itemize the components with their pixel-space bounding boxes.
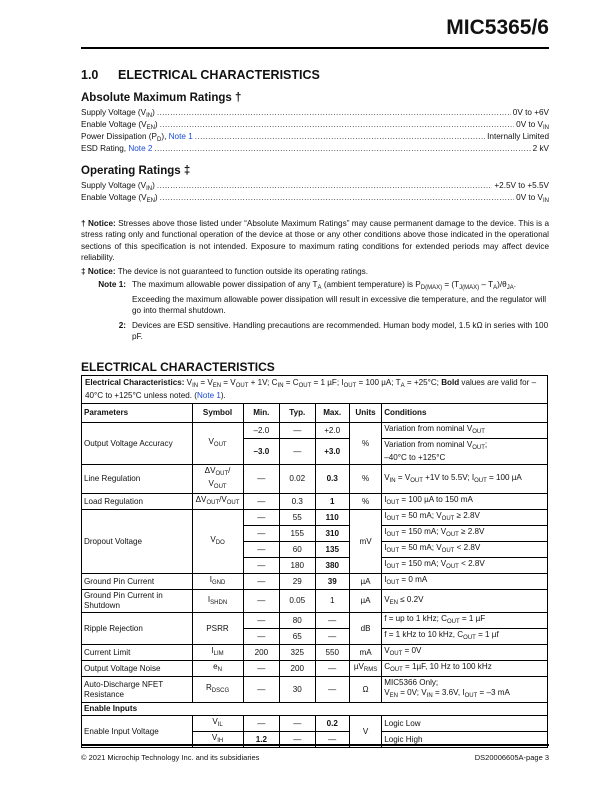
footer-page-number: DS20006605A-page 3 bbox=[474, 753, 549, 762]
table-row: Dropout Voltage $V_{DO}$ — 55 110 mV $I_{OUT} = 50$ mA; $V_{OUT} \ge 2.8V$ bbox=[82, 510, 548, 526]
footer-copyright: © 2021 Microchip Technology Inc. and its subsidiaries bbox=[81, 753, 260, 762]
abs-max-row: Enable Voltage $(V_{EN})$ ..... 0V to $V_{IN}$ bbox=[81, 120, 549, 132]
note-2-link[interactable]: Note 2 bbox=[128, 144, 153, 153]
table-header-row: Parameters Symbol Min. Typ. Max. Units Conditions bbox=[82, 404, 548, 423]
abs-max-row: Power Dissipation $(P_D)$, Note 1 ..... Internally Limited bbox=[81, 132, 549, 144]
note-1: Note 1: The maximum allowable power dissipation of any $T_A$ (ambient temperature) is $P_{D(MAX)} = (T_{J(MAX)} - T_A)/\theta_{JA}$. Exceeding the maximum allowable power dissipation will result in excessive die temperature, and the regulator will go into thermal shutdown. bbox=[98, 280, 547, 315]
section-heading bbox=[81, 68, 320, 82]
notices bbox=[81, 218, 549, 279]
section-number: 1.0 bbox=[81, 68, 99, 82]
header-rule bbox=[81, 47, 549, 49]
table-row: — 65 — f = 1 kHz to 10 kHz, $C_{OUT} = 1$ µf bbox=[82, 629, 548, 645]
footer-rule bbox=[81, 744, 549, 746]
table-row: $V_{IH}$ 1.2 — — Logic High bbox=[82, 732, 548, 748]
ec-table-title: ELECTRICAL CHARACTERISTICS bbox=[81, 360, 275, 374]
abs-max-row: Supply Voltage $(V_{IN})$ ..... 0V to +6V bbox=[81, 108, 549, 120]
op-rating-row: Enable Voltage $(V_{EN})$ ..... 0V to $V_{IN}$ bbox=[81, 193, 549, 205]
abs-max-list bbox=[81, 108, 549, 156]
note-2: 2: Devices are ESD sensitive. Handling precautions are recommended. Human body model, 1.5 kΩ in series with 100 pF. bbox=[118, 321, 549, 341]
ddagger-notice: ‡ Notice: The device is not guaranteed to function outside its operating ratings. bbox=[81, 266, 369, 276]
op-ratings-list bbox=[81, 181, 549, 205]
table-row: Line Regulation $\Delta V_{OUT}/$ $V_{OUT}$ — 0.02 0.3 % $V_{IN} = V_{OUT} +1V$ to 5.5V; $I_{OUT} = 100$ µA bbox=[82, 465, 548, 494]
table-row: Ground Pin Current $I_{GND}$ — 29 39 µA $I_{OUT} = 0$ mA bbox=[82, 574, 548, 590]
table-row: Enable Input Voltage $V_{IL}$ — — 0.2 V Logic Low bbox=[82, 716, 548, 732]
table-row: — 155 310 $I_{OUT} = 150$ mA; $V_{OUT} \ge 2.8V$ bbox=[82, 526, 548, 542]
table-row: –3.0 — +3.0 Variation from nominal $V_{OUT}$; –40°C to +125°C bbox=[82, 439, 548, 465]
table-note-1-link[interactable]: Note 1 bbox=[197, 391, 221, 400]
table-group-row: Enable Inputs bbox=[82, 703, 548, 716]
table-row: Load Regulation $\Delta V_{OUT}/V_{OUT}$ — 0.3 1 % $I_{OUT} = 100$ µA to 150 mA bbox=[82, 494, 548, 510]
op-rating-row: Supply Voltage $(V_{IN})$ ..... +2.5V to +5.5V bbox=[81, 181, 549, 193]
document-title: MIC5365/6 bbox=[446, 16, 549, 39]
notes bbox=[81, 279, 549, 346]
op-ratings-title: Operating Ratings ‡ bbox=[81, 165, 191, 177]
note-1-link[interactable]: Note 1 bbox=[168, 132, 193, 141]
table-row: — 180 380 $I_{OUT} = 150$ mA; $V_{OUT} < 2.8V$ bbox=[82, 558, 548, 574]
section-title: ELECTRICAL CHARACTERISTICS bbox=[118, 68, 320, 82]
table-row: Output Voltage Noise $e_N$ — 200 — µV$_{RMS}$ $C_{OUT} = 1\mu F$, 10 Hz to 100 kHz bbox=[82, 661, 548, 677]
table-row: Ripple Rejection PSRR — 80 — dB f = up to 1 kHz; $C_{OUT} = 1$ µF bbox=[82, 613, 548, 629]
dagger-notice: † Notice: Stresses above those listed under “Absolute Maximum Ratings” may cause permanent damage to the device. This is a stress rating only and functional operation of the device at those or any other conditions above those indicated in the operational sections of this specification is not intended. Exposure to maximum rating conditions for extended periods may affect device reliability. bbox=[81, 219, 549, 263]
table-row: Output Voltage Accuracy $V_{OUT}$ –2.0 — +2.0 % Variation from nominal $V_{OUT}$ bbox=[82, 423, 548, 439]
abs-max-row: ESD Rating, Note 2 ..... 2 kV bbox=[81, 144, 549, 156]
table-row: Auto-Discharge NFET Resistance $R_{DSCG}$ — 30 — Ω MIC5366 Only; $V_{EN} = 0V$; $V_{IN} = 3.6V$, $I_{OUT} = -3$ mA bbox=[82, 677, 548, 703]
electrical-characteristics-table bbox=[81, 375, 548, 748]
table-row: Current Limit $I_{LIM}$ 200 325 550 mA $V_{OUT} = 0V$ bbox=[82, 645, 548, 661]
table-intro-row: Electrical Characteristics: $V_{IN} = V_{EN} = V_{OUT} + 1V$; $C_{IN} = C_{OUT} = 1$ µF; $I_{OUT} = 100$ µA; $T_A = +25^\circ C$; Bold values are valid for –40°C to +125°C unless noted. (Note 1). bbox=[82, 376, 548, 404]
table-row: Ground Pin Current in Shutdown $I_{SHDN}$ — 0.05 1 µA $V_{EN} \le 0.2V$ bbox=[82, 590, 548, 613]
abs-max-title: Absolute Maximum Ratings † bbox=[81, 92, 242, 104]
table-row: — 60 135 $I_{OUT} = 50$ mA; $V_{OUT} < 2.8V$ bbox=[82, 542, 548, 558]
